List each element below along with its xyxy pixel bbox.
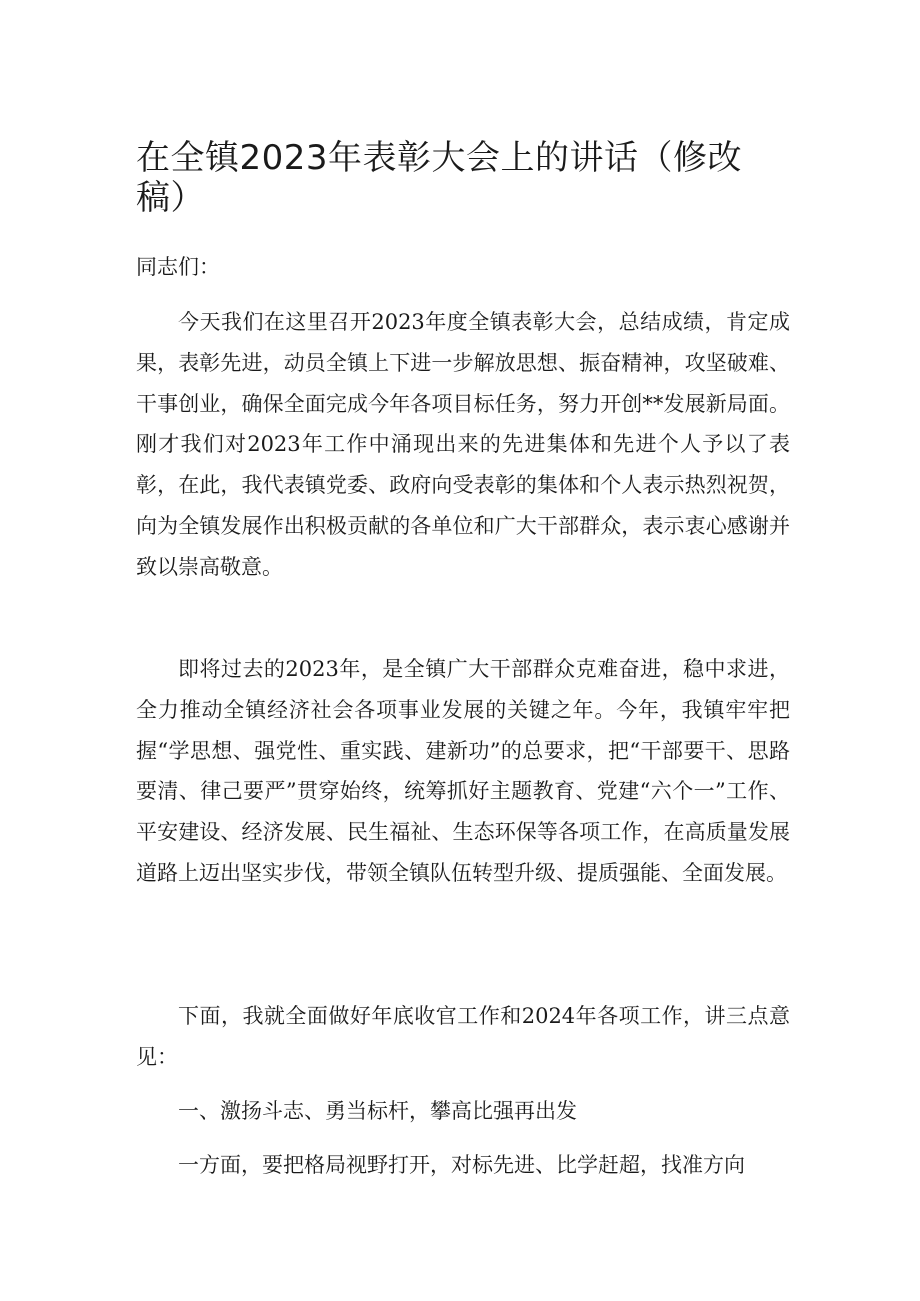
paragraph-opening: 今天我们在这里召开2023年度全镇表彰大会，总结成绩，肯定成果，表彰先进，动员全镇上下进一步解放思想、振奋精神，攻坚破难、干事创业，确保全面完成今年各项目标任务，努力开创**发展新局面。刚才我们对2023年工作中涌现出来的先进集体和先进个人予以了表彰，在此，我代表镇党委、政府向受表彰的集体和个人表示热烈祝贺，向为全镇发展作出积极贡献的各单位和广大干部群众，表示衷心感谢并致以崇高敬意。 xyxy=(136,310,790,579)
document-title: 在全镇2023年表彰大会上的讲话（修改稿） xyxy=(136,138,743,218)
paragraph-outline: 下面，我就全面做好年底收官工作和2024年各项工作，讲三点意见： xyxy=(136,1004,790,1069)
paragraph-section-1-start: 一方面，要把格局视野打开，对标先进、比学赶超，找准方向 xyxy=(178,1153,745,1177)
salutation: 同志们： xyxy=(136,255,220,279)
section-heading-1: 一、激扬斗志、勇当标杆，攀高比强再出发 xyxy=(178,1099,577,1123)
paragraph-review: 即将过去的2023年，是全镇广大干部群众克难奋进，稳中求进，全力推动全镇经济社会各项事业发展的关键之年。今年，我镇牢牢把握“学思想、强党性、重实践、建新功”的总要求，把“干部要干、思路要清、律己要严”贯穿始终，统筹抓好主题教育、党建“六个一”工作、平安建设、经济发展、民生福祉、生态环保等各项工作，在高质量发展道路上迈出坚实步伐，带领全镇队伍转型升级、提质强能、全面发展。 xyxy=(136,657,790,885)
